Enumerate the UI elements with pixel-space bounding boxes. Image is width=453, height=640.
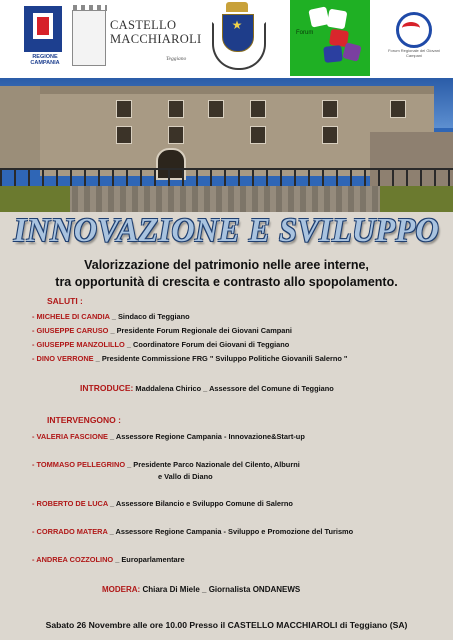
speaker-line: [32, 354, 347, 363]
speaker-line: [32, 312, 190, 321]
speaker-role: _ Assessore Regione Campania - Sviluppo e Promozione del Turismo: [109, 527, 354, 536]
crown-icon: [226, 2, 248, 12]
speaker-line: [32, 460, 300, 469]
speaker-role: _ Assessore Regione Campania - Innovazione&Start-up: [110, 432, 305, 441]
castle-logo-line2: MACCHIAROLI: [110, 32, 202, 46]
speaker-role: _ Presidente Forum Regionale dei Giovani Campani: [110, 326, 292, 335]
speaker-name: - GIUSEPPE MANZOLILLO: [32, 340, 125, 349]
puzzle-piece-icon: [342, 42, 361, 61]
forum-puzzle-logo: [290, 0, 370, 76]
speaker-name: - MICHELE DI CANDIA: [32, 312, 110, 321]
speaker-name: - ROBERTO DE LUCA: [32, 499, 108, 508]
regione-campania-logo: [20, 6, 68, 64]
forum-giovani-logo: [388, 12, 440, 62]
castle-logo-line3: Teggiano: [166, 56, 187, 62]
intervengono-heading: INTERVENGONO :: [47, 415, 121, 425]
introduce-line: [80, 383, 334, 393]
speaker-role: _ Presidente Parco Nazionale del Cilento, Alburni: [127, 460, 300, 469]
castle-tower-icon: [72, 10, 106, 66]
modera-line: [102, 585, 300, 594]
modera-text: Chiara Di Miele _ Giornalista ONDANEWS: [142, 585, 301, 594]
speaker-line: [32, 326, 292, 335]
introduce-text: Maddalena Chirico _ Assessore del Comune di Teggiano: [135, 384, 334, 393]
speaker-line: [32, 499, 293, 508]
star-icon: ★: [231, 18, 243, 32]
speaker-name: - GIUSEPPE CARUSO: [32, 326, 109, 335]
speaker-role: _ Assessore Bilancio e Sviluppo Comune di Salerno: [110, 499, 293, 508]
forum-caption: Forum Regionale dei Giovani Campani: [388, 48, 440, 58]
speaker-name: - VALERIA FASCIONE: [32, 432, 108, 441]
castello-macchiaroli-logo: [70, 4, 202, 70]
speaker-role: _ Sindaco di Teggiano: [111, 312, 190, 321]
speaker-role: _ Coordinatore Forum dei Giovani di Teggiano: [126, 340, 290, 349]
subtitle-line1: Valorizzazione del patrimonio nelle aree interne,: [84, 258, 369, 272]
speaker-line: [32, 555, 185, 564]
speaker-line: [32, 340, 289, 349]
logo-bar: [0, 0, 453, 78]
speaker-name: - TOMMASO PELLEGRINO: [32, 460, 126, 469]
speaker-role-cont: e Vallo di Diano: [158, 472, 213, 481]
castle-photo: [0, 78, 453, 212]
region-caption: REGIONE CAMPANIA: [30, 54, 60, 66]
saluti-heading: SALUTI :: [47, 296, 83, 306]
speaker-line: [32, 432, 305, 441]
teggiano-coat-of-arms-logo: [206, 2, 268, 72]
introduce-label: INTRODUCE:: [80, 383, 134, 393]
fence: [0, 168, 453, 188]
castle-logo-line1: CASTELLO: [110, 18, 177, 32]
speaker-name: - DINO VERRONE: [32, 354, 94, 363]
event-date-location: Sabato 26 Novembre alle ore 10.00 Presso il CASTELLO MACCHIAROLI di Teggiano (SA): [45, 620, 408, 630]
speaker-name: - ANDREA COZZOLINO: [32, 555, 114, 564]
speaker-name: - CORRADO MATERA: [32, 527, 108, 536]
puzzle-piece-icon: [323, 45, 343, 63]
speaker-role: _ Presidente Commissione FRG " Sviluppo Politiche Giovanili Salerno ": [95, 354, 348, 363]
modera-label: MODERA:: [102, 585, 141, 594]
subtitle-line2: tra opportunità di crescita e contrasto allo spopolamento.: [55, 275, 398, 289]
event-title: INNOVAZIONE E SVILUPPO: [13, 212, 440, 249]
forum-swoosh-icon: [402, 22, 420, 34]
puzzle-caption: Forum: [296, 30, 314, 36]
speaker-role: _ Europarlamentare: [115, 555, 185, 564]
speaker-line: [32, 527, 353, 536]
region-crest-icon: [24, 6, 62, 52]
puzzle-piece-icon: [327, 9, 348, 30]
